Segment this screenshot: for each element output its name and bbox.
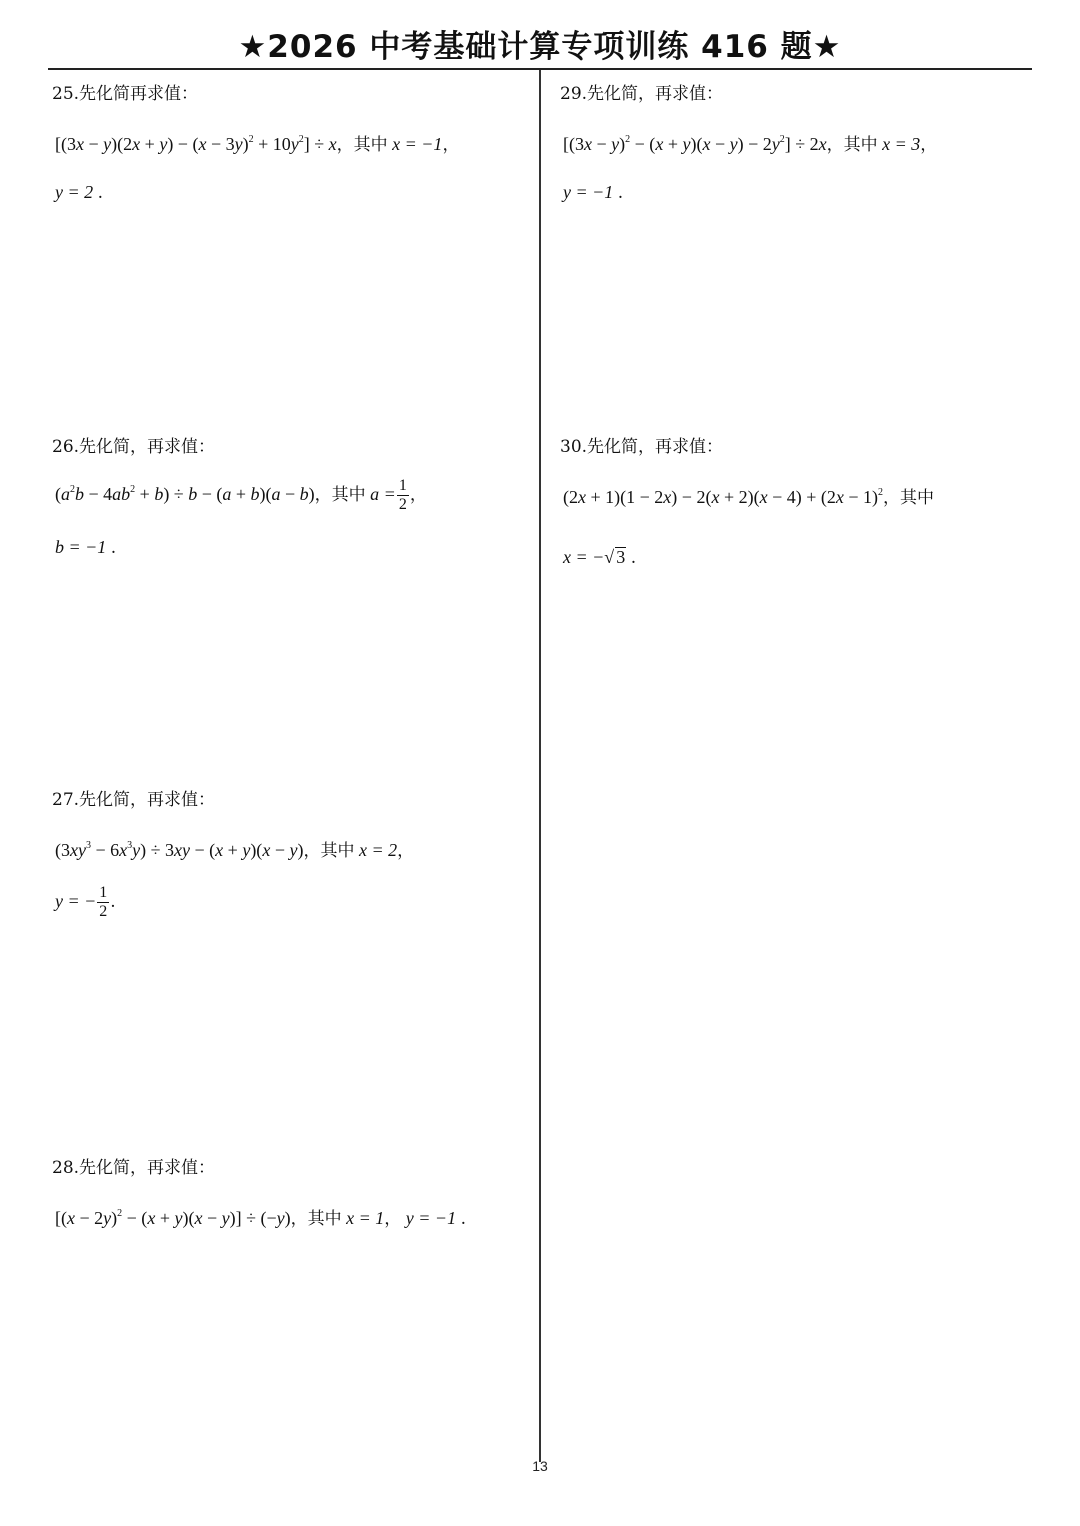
separator: ，: [384, 1209, 402, 1229]
condition-x: x = 3: [882, 134, 921, 154]
condition-x: x = 2: [358, 840, 398, 860]
condition-y: y = −1: [405, 1208, 457, 1228]
period: .: [110, 892, 116, 912]
period: .: [630, 548, 637, 568]
problem-prompt: 先化简，再求值：: [79, 790, 216, 810]
problem-prompt: 先化简，再求值：: [79, 1158, 216, 1178]
condition-y: y = 2: [55, 182, 94, 202]
expression: $(2x + 1)(1 - 2x) - 2(x + 2)(x - 4) + (2x - 1)^2$: [563, 487, 884, 507]
separator: ，: [920, 135, 938, 155]
problem-26: [52, 435, 522, 558]
separator: ，: [409, 485, 427, 505]
period: .: [110, 538, 117, 558]
condition-b: b = −1: [55, 537, 107, 557]
problem-number: 28.: [52, 1158, 80, 1178]
problem-number: 27.: [52, 790, 80, 810]
problem-number: 25.: [52, 84, 80, 104]
condition-y: y = −1: [563, 182, 614, 202]
condition-lead: ，其中: [314, 485, 366, 505]
expression: $[(3x - y)^2 - (x + y)(x - y) - 2y^2] \div 2x$: [563, 134, 827, 154]
expression: $[(3x - y)(2x + y) - (x - 3y)^2 + 10y^2] \div x$: [55, 134, 337, 154]
sqrt-three: 3: [616, 547, 626, 567]
condition-lead: ，其中: [883, 488, 935, 508]
expression: $[(x - 2y)^2 - (x + y)(x - y)] \div (-y)$: [55, 1208, 291, 1228]
separator: ，: [397, 841, 415, 861]
problem-prompt: 先化简，再求值：: [79, 437, 216, 457]
condition-a: a =: [370, 484, 396, 504]
condition-lead: ，其中: [303, 841, 355, 861]
condition-lead: ，其中: [290, 1209, 342, 1229]
separator: ，: [442, 135, 460, 155]
page-number: 13: [532, 1458, 548, 1474]
condition-y: y = −: [55, 891, 97, 911]
problem-30: 30.先化简，再求值： $(2x + 1)(1 - 2x) - 2(x + 2)(x - 4) + (2x - 1)^2$，其中 x = −√ 3 .: [560, 437, 935, 568]
problem-28: [52, 1156, 522, 1229]
period: .: [97, 183, 104, 203]
problem-prompt: 先化简再求值：: [79, 84, 199, 104]
condition-x: x = −: [563, 547, 605, 567]
condition-x: x = 1: [346, 1208, 385, 1228]
period: .: [460, 1209, 466, 1229]
problem-number: 26.: [52, 437, 80, 457]
column-divider: [539, 70, 541, 1462]
condition-lead: ，其中: [826, 135, 878, 155]
expression: $(3xy^3 - 6x^3y) \div 3xy - (x + y)(x - y)$: [55, 840, 304, 860]
expression: $(a^2b - 4ab^2 + b) \div b - (a + b)(a - b)$: [55, 484, 315, 504]
condition-x: x = −1: [392, 134, 443, 154]
problem-29: [560, 82, 1030, 203]
problem-27: [52, 788, 522, 920]
fraction-half: $\frac{1}{2}$: [99, 884, 108, 920]
period: .: [617, 183, 624, 203]
condition-lead: ，其中: [336, 135, 388, 155]
problem-25: [52, 82, 522, 203]
problem-prompt: 先化简，再求值：: [587, 437, 724, 457]
fraction-half: $\frac{1}{2}$: [398, 477, 407, 513]
page-title: ★2026 中考基础计算专项训练 416 题★: [238, 29, 842, 65]
problem-number: 30.: [560, 437, 588, 457]
problem-prompt: 先化简，再求值：: [587, 84, 724, 104]
problem-number: 29.: [560, 84, 588, 104]
